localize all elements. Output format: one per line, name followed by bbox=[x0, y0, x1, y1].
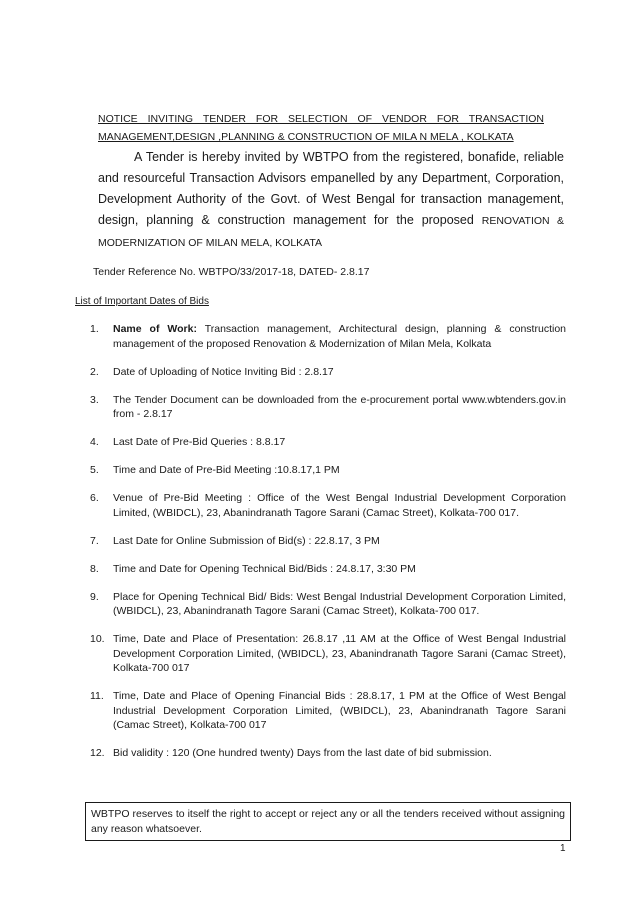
list-item-text: Time, Date and Place of Presentation: 26.8.17 ,11 AM at the Office of West Bengal Industrial Development Corporation Limited, (WBIDCL), 23, Abanindranath Tagore Sarani (Camac Street), Kolkata-700 017 bbox=[113, 633, 566, 674]
list-item-number: 3. bbox=[90, 393, 99, 406]
list-item-number: 11. bbox=[90, 690, 104, 702]
list-item bbox=[90, 393, 566, 422]
list-item bbox=[90, 463, 566, 478]
list-item bbox=[90, 632, 566, 676]
list-item-label: Name of Work: bbox=[113, 323, 197, 335]
list-item-text: Venue of Pre-Bid Meeting : Office of the West Bengal Industrial Development Corporation Limited, (WBIDCL), 23, Abanindranath Tagore Sarani (Camac Street), Kolkata-700 017. bbox=[113, 492, 566, 519]
important-dates-list bbox=[90, 322, 566, 774]
notice-title-line-2: MANAGEMENT,DESIGN ,PLANNING & CONSTRUCTION OF MILA N MELA , KOLKATA bbox=[98, 131, 514, 143]
tender-reference: Tender Reference No. WBTPO/33/2017-18, DATED- 2.8.17 bbox=[93, 266, 370, 278]
list-item-number: 10. bbox=[90, 633, 105, 645]
intro-paragraph bbox=[98, 147, 564, 254]
list-item bbox=[90, 689, 566, 733]
list-item bbox=[90, 746, 566, 761]
important-dates-heading: List of Important Dates of Bids bbox=[75, 296, 209, 307]
list-item bbox=[90, 562, 566, 577]
list-item-text: Bid validity : 120 (One hundred twenty) Days from the last date of bid submission. bbox=[113, 747, 492, 759]
list-item-text: Transaction management, Architectural design, planning & construction management of the proposed Renovation & Modernization of Milan Mela, Kolkata bbox=[113, 323, 566, 350]
list-item bbox=[90, 322, 566, 351]
list-item-text: Date of Uploading of Notice Inviting Bid : 2.8.17 bbox=[113, 365, 334, 378]
list-item-number: 2. bbox=[90, 365, 99, 378]
notice-title-line-1: NOTICE INVITING TENDER FOR SELECTION OF VENDOR FOR TRANSACTION bbox=[98, 113, 544, 125]
list-item-number: 9. bbox=[90, 590, 99, 603]
list-item-number: 5. bbox=[90, 464, 99, 476]
list-item bbox=[90, 590, 566, 619]
list-item-number: 8. bbox=[90, 562, 99, 575]
list-item-number: 7. bbox=[90, 534, 99, 547]
disclaimer-box: WBTPO reserves to itself the right to accept or reject any or all the tenders received without assigning any reason whatsoever. bbox=[85, 802, 571, 841]
list-item-text: Time and Date for Opening Technical Bid/Bids : 24.8.17, 3:30 PM bbox=[113, 562, 416, 575]
list-item-text: Time and Date of Pre-Bid Meeting :10.8.17,1 PM bbox=[113, 464, 340, 476]
list-item bbox=[90, 435, 566, 450]
list-item-number: 12. bbox=[90, 747, 105, 759]
notice-title bbox=[98, 110, 544, 146]
list-item bbox=[90, 491, 566, 520]
intro-project-name: RENOVATION & MODERNIZATION OF MILAN MELA, KOLKATA bbox=[98, 215, 565, 249]
list-item bbox=[90, 534, 566, 549]
list-item bbox=[90, 365, 566, 380]
list-item-text: Time, Date and Place of Opening Financial Bids : 28.8.17, 1 PM at the Office of West Bengal Industrial Development Corporation Limited, (WBIDCL), 23, Abanindranath Tagore Sarani (Camac Street), Kolkata-700 017 bbox=[113, 690, 566, 731]
list-item-text: Place for Opening Technical Bid/ Bids: West Bengal Industrial Development Corporation Limited, (WBIDCL), 23, Abanindranath Tagore Sarani (Camac Street), Kolkata-700 017. bbox=[113, 590, 566, 617]
list-item-text: Last Date of Pre-Bid Queries : 8.8.17 bbox=[113, 436, 286, 448]
list-item-number: 6. bbox=[90, 492, 99, 504]
list-item-number: 1. bbox=[90, 323, 99, 335]
intro-main-text: A Tender is hereby invited by WBTPO from the registered, bonafide, reliable and resourceful Transaction Advisors empanelled by any Department, Corporation, Development Authority of the Govt. of West Bengal for transaction management, design, planning & construction management for the proposed bbox=[98, 150, 564, 227]
list-item-text: Last Date for Online Submission of Bid(s) : 22.8.17, 3 PM bbox=[113, 534, 380, 547]
list-item-text: The Tender Document can be downloaded from the e-procurement portal www.wbtenders.gov.in from - 2.8.17 bbox=[113, 393, 566, 420]
list-item-number: 4. bbox=[90, 436, 99, 448]
page-number: 1 bbox=[560, 843, 566, 854]
